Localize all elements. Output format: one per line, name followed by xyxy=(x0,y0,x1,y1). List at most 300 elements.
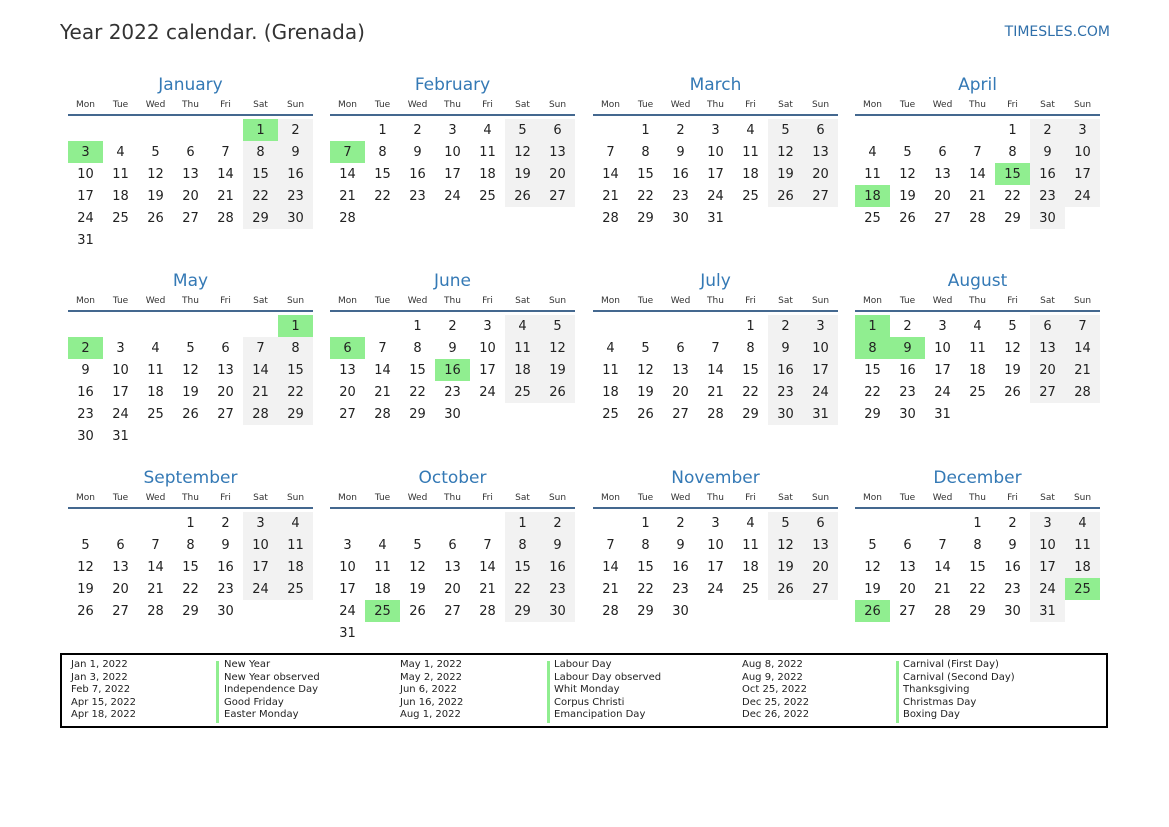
day-cell: 2 xyxy=(1008,515,1017,531)
day-cell: 23 xyxy=(672,188,689,204)
day-cell: 4 xyxy=(973,318,982,334)
legend-holiday-name: Corpus Christi xyxy=(554,696,625,708)
day-cell-weekend: 30 xyxy=(278,207,313,229)
day-cell: 21 xyxy=(707,384,724,400)
legend-color-bar xyxy=(216,661,219,723)
day-cell-weekend: 26 xyxy=(505,185,540,207)
day-cell-weekend: 8 xyxy=(278,337,313,359)
month-october xyxy=(330,465,575,644)
day-cell: 7 xyxy=(606,144,615,160)
day-cell: 18 xyxy=(742,559,759,575)
legend-holiday-name: Carnival (Second Day) xyxy=(903,671,1015,683)
day-cell: 15 xyxy=(374,166,391,182)
day-cell: 13 xyxy=(182,166,199,182)
legend-holiday-name: Whit Monday xyxy=(554,684,620,696)
day-cell-weekend: 9 xyxy=(278,141,313,163)
day-cell-holiday: 8 xyxy=(855,337,890,359)
day-cell-weekend: 13 xyxy=(803,141,838,163)
day-cell: 1 xyxy=(641,515,650,531)
day-cell-weekend: 2 xyxy=(768,315,803,337)
day-cell: 29 xyxy=(637,210,654,226)
day-cell: 2 xyxy=(448,318,457,334)
day-cell: 26 xyxy=(182,406,199,422)
day-cell-weekend: 16 xyxy=(768,359,803,381)
month-november xyxy=(593,465,838,622)
holiday-legend xyxy=(60,653,1108,728)
weekday-label: Fri xyxy=(220,493,231,503)
weekday-header xyxy=(593,98,838,116)
day-cell: 2 xyxy=(221,515,230,531)
day-grid xyxy=(68,512,313,622)
day-cell: 9 xyxy=(1008,537,1017,553)
day-cell: 9 xyxy=(413,144,422,160)
day-cell: 25 xyxy=(147,406,164,422)
month-june xyxy=(330,268,575,425)
day-cell-holiday: 1 xyxy=(855,315,890,337)
day-cell: 7 xyxy=(221,144,230,160)
day-cell-weekend: 6 xyxy=(1030,315,1065,337)
month-title: August xyxy=(947,271,1008,291)
day-cell: 6 xyxy=(116,537,125,553)
day-cell: 17 xyxy=(112,384,129,400)
day-cell: 21 xyxy=(602,581,619,597)
weekday-label: Fri xyxy=(745,100,756,110)
weekday-label: Thu xyxy=(707,493,724,503)
day-cell: 23 xyxy=(1004,581,1021,597)
weekday-label: Mon xyxy=(863,493,882,503)
day-cell-weekend: 28 xyxy=(1065,381,1100,403)
legend-holiday-name: Carnival (First Day) xyxy=(903,659,999,670)
day-cell: 28 xyxy=(339,210,356,226)
weekday-header xyxy=(855,491,1100,509)
day-grid xyxy=(330,119,575,229)
day-cell: 6 xyxy=(448,537,457,553)
day-cell-holiday: 16 xyxy=(435,359,470,381)
day-cell: 25 xyxy=(969,384,986,400)
day-cell-holiday: 26 xyxy=(855,600,890,622)
day-cell: 30 xyxy=(444,406,461,422)
day-cell: 16 xyxy=(672,559,689,575)
day-cell: 17 xyxy=(707,559,724,575)
day-cell-weekend: 16 xyxy=(1030,163,1065,185)
day-cell: 22 xyxy=(409,384,426,400)
weekday-label: Tue xyxy=(112,493,129,503)
day-cell: 28 xyxy=(374,406,391,422)
day-cell: 28 xyxy=(602,210,619,226)
day-cell: 23 xyxy=(899,384,916,400)
day-cell: 22 xyxy=(374,188,391,204)
day-cell: 19 xyxy=(1004,362,1021,378)
weekday-label: Wed xyxy=(407,100,428,110)
legend-dates-column xyxy=(71,659,136,722)
legend-date: Jan 1, 2022 xyxy=(71,659,128,670)
day-cell: 20 xyxy=(899,581,916,597)
day-cell: 15 xyxy=(637,559,654,575)
legend-holiday-name: Independence Day xyxy=(224,684,319,696)
day-cell: 27 xyxy=(899,603,916,619)
day-cell: 18 xyxy=(479,166,496,182)
day-cell: 6 xyxy=(186,144,195,160)
day-cell-weekend: 19 xyxy=(768,163,803,185)
weekday-label: Sat xyxy=(778,100,793,110)
site-link[interactable]: TIMESLES.COM xyxy=(1004,24,1110,40)
month-title: March xyxy=(689,75,742,95)
weekday-label: Sat xyxy=(778,296,793,306)
day-cell-weekend: 19 xyxy=(768,556,803,578)
day-cell: 25 xyxy=(479,188,496,204)
day-cell: 29 xyxy=(1004,210,1021,226)
day-cell: 6 xyxy=(221,340,230,356)
day-cell: 11 xyxy=(112,166,129,182)
day-cell-weekend: 3 xyxy=(1065,119,1100,141)
weekday-label: Wed xyxy=(145,296,166,306)
legend-date: May 1, 2022 xyxy=(400,659,463,670)
day-cell-holiday: 9 xyxy=(890,337,925,359)
day-cell: 19 xyxy=(409,581,426,597)
day-cell: 13 xyxy=(672,362,689,378)
weekday-label: Thu xyxy=(707,296,724,306)
day-cell: 7 xyxy=(938,537,947,553)
legend-holiday-name: Emancipation Day xyxy=(554,709,646,721)
day-cell-holiday: 6 xyxy=(330,337,365,359)
day-cell: 8 xyxy=(746,340,755,356)
day-cell: 5 xyxy=(186,340,195,356)
day-cell: 21 xyxy=(339,188,356,204)
day-cell-weekend: 20 xyxy=(1030,359,1065,381)
day-cell: 19 xyxy=(182,384,199,400)
day-cell: 15 xyxy=(182,559,199,575)
day-cell: 8 xyxy=(413,340,422,356)
day-cell: 20 xyxy=(934,188,951,204)
weekday-label: Wed xyxy=(670,296,691,306)
day-cell-weekend: 9 xyxy=(768,337,803,359)
day-cell-weekend: 6 xyxy=(803,512,838,534)
day-cell: 27 xyxy=(672,406,689,422)
day-cell: 7 xyxy=(151,537,160,553)
day-grid xyxy=(593,315,838,425)
day-cell-weekend: 22 xyxy=(278,381,313,403)
day-grid xyxy=(855,119,1100,229)
day-cell: 13 xyxy=(444,559,461,575)
weekday-label: Tue xyxy=(112,100,129,110)
weekday-label: Tue xyxy=(899,493,916,503)
page-title: Year 2022 calendar. (Grenada) xyxy=(60,20,365,44)
weekday-label: Sun xyxy=(1073,100,1092,110)
day-cell: 11 xyxy=(864,166,881,182)
day-cell-holiday: 1 xyxy=(243,119,278,141)
legend-date: Apr 15, 2022 xyxy=(71,696,137,708)
day-cell-weekend: 20 xyxy=(803,163,838,185)
day-cell: 4 xyxy=(746,515,755,531)
weekday-label: Mon xyxy=(863,100,882,110)
day-cell: 21 xyxy=(217,188,234,204)
day-cell: 6 xyxy=(676,340,685,356)
month-title: November xyxy=(671,468,760,488)
day-cell-holiday: 18 xyxy=(855,185,890,207)
day-grid xyxy=(855,315,1100,425)
weekday-label: Mon xyxy=(76,100,95,110)
day-cell: 17 xyxy=(77,188,94,204)
day-cell-holiday: 3 xyxy=(68,141,103,163)
weekday-label: Sun xyxy=(811,296,830,306)
day-cell: 29 xyxy=(409,406,426,422)
legend-date: Dec 26, 2022 xyxy=(742,709,810,721)
day-cell: 27 xyxy=(182,210,199,226)
day-cell-holiday: 1 xyxy=(278,315,313,337)
day-cell-weekend: 27 xyxy=(1030,381,1065,403)
day-cell-weekend: 17 xyxy=(1065,163,1100,185)
day-cell: 10 xyxy=(707,537,724,553)
day-cell: 28 xyxy=(147,603,164,619)
day-cell-weekend: 6 xyxy=(540,119,575,141)
month-september xyxy=(68,465,313,622)
day-cell: 20 xyxy=(672,384,689,400)
day-cell: 17 xyxy=(444,166,461,182)
day-cell: 22 xyxy=(864,384,881,400)
weekday-label: Sun xyxy=(1073,493,1092,503)
legend-holiday-name: Boxing Day xyxy=(903,709,960,721)
weekday-label: Mon xyxy=(863,296,882,306)
day-cell: 15 xyxy=(864,362,881,378)
day-cell-weekend: 2 xyxy=(1030,119,1065,141)
weekday-label: Sun xyxy=(548,296,567,306)
day-cell-weekend: 5 xyxy=(768,512,803,534)
day-cell-holiday: 25 xyxy=(1065,578,1100,600)
weekday-header xyxy=(855,294,1100,312)
legend-holiday-name: New Year observed xyxy=(224,671,320,683)
day-cell-weekend: 24 xyxy=(1030,578,1065,600)
day-cell-weekend: 11 xyxy=(1065,534,1100,556)
day-cell: 20 xyxy=(182,188,199,204)
month-title: September xyxy=(143,468,238,488)
weekday-label: Wed xyxy=(145,493,166,503)
day-cell-weekend: 29 xyxy=(243,207,278,229)
day-cell: 29 xyxy=(742,406,759,422)
weekday-label: Mon xyxy=(338,296,357,306)
day-cell-weekend: 22 xyxy=(243,185,278,207)
day-cell: 7 xyxy=(973,144,982,160)
day-cell: 30 xyxy=(77,428,94,444)
day-cell: 12 xyxy=(637,362,654,378)
day-cell: 12 xyxy=(182,362,199,378)
weekday-label: Wed xyxy=(932,296,953,306)
day-cell: 11 xyxy=(147,362,164,378)
day-cell: 3 xyxy=(343,537,352,553)
legend-names-column xyxy=(903,659,1015,722)
weekday-label: Mon xyxy=(76,296,95,306)
day-cell-weekend: 4 xyxy=(278,512,313,534)
weekday-label: Sun xyxy=(286,100,305,110)
weekday-label: Sun xyxy=(811,493,830,503)
legend-date: Aug 8, 2022 xyxy=(742,659,803,670)
day-cell: 28 xyxy=(707,406,724,422)
day-cell: 10 xyxy=(77,166,94,182)
day-cell: 18 xyxy=(969,362,986,378)
day-cell: 18 xyxy=(742,166,759,182)
weekday-label: Mon xyxy=(338,100,357,110)
day-cell: 29 xyxy=(182,603,199,619)
weekday-label: Thu xyxy=(969,296,986,306)
day-cell: 22 xyxy=(182,581,199,597)
day-cell-holiday: 15 xyxy=(995,163,1030,185)
day-cell: 12 xyxy=(864,559,881,575)
day-cell-weekend: 31 xyxy=(803,403,838,425)
weekday-label: Mon xyxy=(601,296,620,306)
weekday-label: Wed xyxy=(407,296,428,306)
day-cell: 5 xyxy=(903,144,912,160)
day-cell: 17 xyxy=(934,362,951,378)
weekday-label: Tue xyxy=(637,100,654,110)
day-cell: 14 xyxy=(339,166,356,182)
day-cell: 28 xyxy=(602,603,619,619)
day-cell-weekend: 10 xyxy=(1065,141,1100,163)
day-cell-weekend: 9 xyxy=(540,534,575,556)
day-cell: 31 xyxy=(934,406,951,422)
weekday-label: Thu xyxy=(969,100,986,110)
month-july xyxy=(593,268,838,425)
day-cell: 10 xyxy=(934,340,951,356)
day-cell: 14 xyxy=(602,166,619,182)
legend-holiday-name: Easter Monday xyxy=(224,709,299,721)
legend-holiday-name: Labour Day observed xyxy=(554,671,662,683)
day-cell: 19 xyxy=(147,188,164,204)
day-cell-weekend: 8 xyxy=(505,534,540,556)
day-grid xyxy=(68,315,313,447)
weekday-label: Thu xyxy=(182,100,199,110)
day-cell-weekend: 19 xyxy=(540,359,575,381)
day-cell-weekend: 23 xyxy=(1030,185,1065,207)
day-cell: 25 xyxy=(112,210,129,226)
day-cell: 20 xyxy=(217,384,234,400)
legend-date: Dec 25, 2022 xyxy=(742,696,810,708)
month-title: April xyxy=(958,75,997,95)
day-cell-weekend: 20 xyxy=(540,163,575,185)
day-cell-weekend: 9 xyxy=(1030,141,1065,163)
legend-holiday-name: Thanksgiving xyxy=(903,684,970,696)
weekday-header xyxy=(593,294,838,312)
weekday-header xyxy=(593,491,838,509)
weekday-label: Tue xyxy=(374,493,391,503)
day-cell: 23 xyxy=(217,581,234,597)
weekday-label: Thu xyxy=(182,296,199,306)
weekday-header xyxy=(68,98,313,116)
day-cell-weekend: 3 xyxy=(243,512,278,534)
weekday-label: Sun xyxy=(548,493,567,503)
weekday-label: Tue xyxy=(112,296,129,306)
day-cell: 31 xyxy=(707,210,724,226)
legend-names-column xyxy=(224,659,320,722)
weekday-label: Wed xyxy=(932,493,953,503)
day-cell: 8 xyxy=(378,144,387,160)
weekday-label: Mon xyxy=(76,493,95,503)
day-cell-weekend: 27 xyxy=(803,578,838,600)
day-cell: 2 xyxy=(413,122,422,138)
weekday-label: Sat xyxy=(1040,100,1055,110)
day-cell-weekend: 4 xyxy=(1065,512,1100,534)
day-cell: 15 xyxy=(742,362,759,378)
day-cell: 16 xyxy=(672,166,689,182)
day-cell: 4 xyxy=(378,537,387,553)
weekday-label: Tue xyxy=(899,100,916,110)
day-cell: 16 xyxy=(899,362,916,378)
legend-date: Jan 3, 2022 xyxy=(71,671,128,683)
weekday-header xyxy=(330,294,575,312)
day-cell: 30 xyxy=(672,603,689,619)
day-cell: 5 xyxy=(81,537,90,553)
weekday-label: Wed xyxy=(407,493,428,503)
day-cell-weekend: 23 xyxy=(768,381,803,403)
day-cell-weekend: 26 xyxy=(768,578,803,600)
day-cell: 18 xyxy=(374,581,391,597)
day-cell: 24 xyxy=(707,188,724,204)
day-cell: 1 xyxy=(378,122,387,138)
day-cell: 26 xyxy=(1004,384,1021,400)
day-cell-weekend: 5 xyxy=(540,315,575,337)
day-cell: 22 xyxy=(969,581,986,597)
day-cell: 8 xyxy=(641,144,650,160)
day-grid xyxy=(330,512,575,644)
day-cell-weekend: 19 xyxy=(505,163,540,185)
day-cell: 4 xyxy=(606,340,615,356)
day-cell-weekend: 16 xyxy=(540,556,575,578)
weekday-label: Thu xyxy=(182,493,199,503)
day-cell-weekend: 15 xyxy=(278,359,313,381)
day-cell-weekend: 4 xyxy=(505,315,540,337)
weekday-header xyxy=(68,294,313,312)
day-cell: 26 xyxy=(899,210,916,226)
day-grid xyxy=(855,512,1100,622)
day-cell: 18 xyxy=(147,384,164,400)
day-cell: 12 xyxy=(147,166,164,182)
day-cell-weekend: 16 xyxy=(278,163,313,185)
day-cell-weekend: 17 xyxy=(243,556,278,578)
day-cell-holiday: 2 xyxy=(68,337,103,359)
day-cell-weekend: 10 xyxy=(243,534,278,556)
day-cell: 28 xyxy=(479,603,496,619)
day-cell: 14 xyxy=(934,559,951,575)
legend-color-bar xyxy=(547,661,550,723)
weekday-label: Fri xyxy=(482,296,493,306)
day-cell-weekend: 10 xyxy=(1030,534,1065,556)
day-cell: 4 xyxy=(483,122,492,138)
day-cell: 14 xyxy=(602,559,619,575)
day-cell-weekend: 15 xyxy=(243,163,278,185)
day-cell: 11 xyxy=(969,340,986,356)
day-cell: 20 xyxy=(339,384,356,400)
day-cell: 3 xyxy=(448,122,457,138)
day-cell-weekend: 30 xyxy=(768,403,803,425)
legend-date: Oct 25, 2022 xyxy=(742,684,807,696)
day-cell-weekend: 27 xyxy=(803,185,838,207)
month-december xyxy=(855,465,1100,622)
weekday-label: Wed xyxy=(670,493,691,503)
day-cell: 18 xyxy=(602,384,619,400)
day-cell-weekend: 17 xyxy=(803,359,838,381)
day-cell: 1 xyxy=(186,515,195,531)
day-cell-weekend: 18 xyxy=(1065,556,1100,578)
day-cell: 1 xyxy=(973,515,982,531)
day-cell: 26 xyxy=(409,603,426,619)
day-cell: 7 xyxy=(606,537,615,553)
weekday-label: Sun xyxy=(811,100,830,110)
legend-date: Apr 18, 2022 xyxy=(71,709,137,721)
day-cell-weekend: 15 xyxy=(505,556,540,578)
day-cell-weekend: 10 xyxy=(803,337,838,359)
day-cell: 15 xyxy=(637,166,654,182)
day-cell-weekend: 22 xyxy=(505,578,540,600)
day-cell: 28 xyxy=(934,603,951,619)
day-cell-weekend: 26 xyxy=(768,185,803,207)
